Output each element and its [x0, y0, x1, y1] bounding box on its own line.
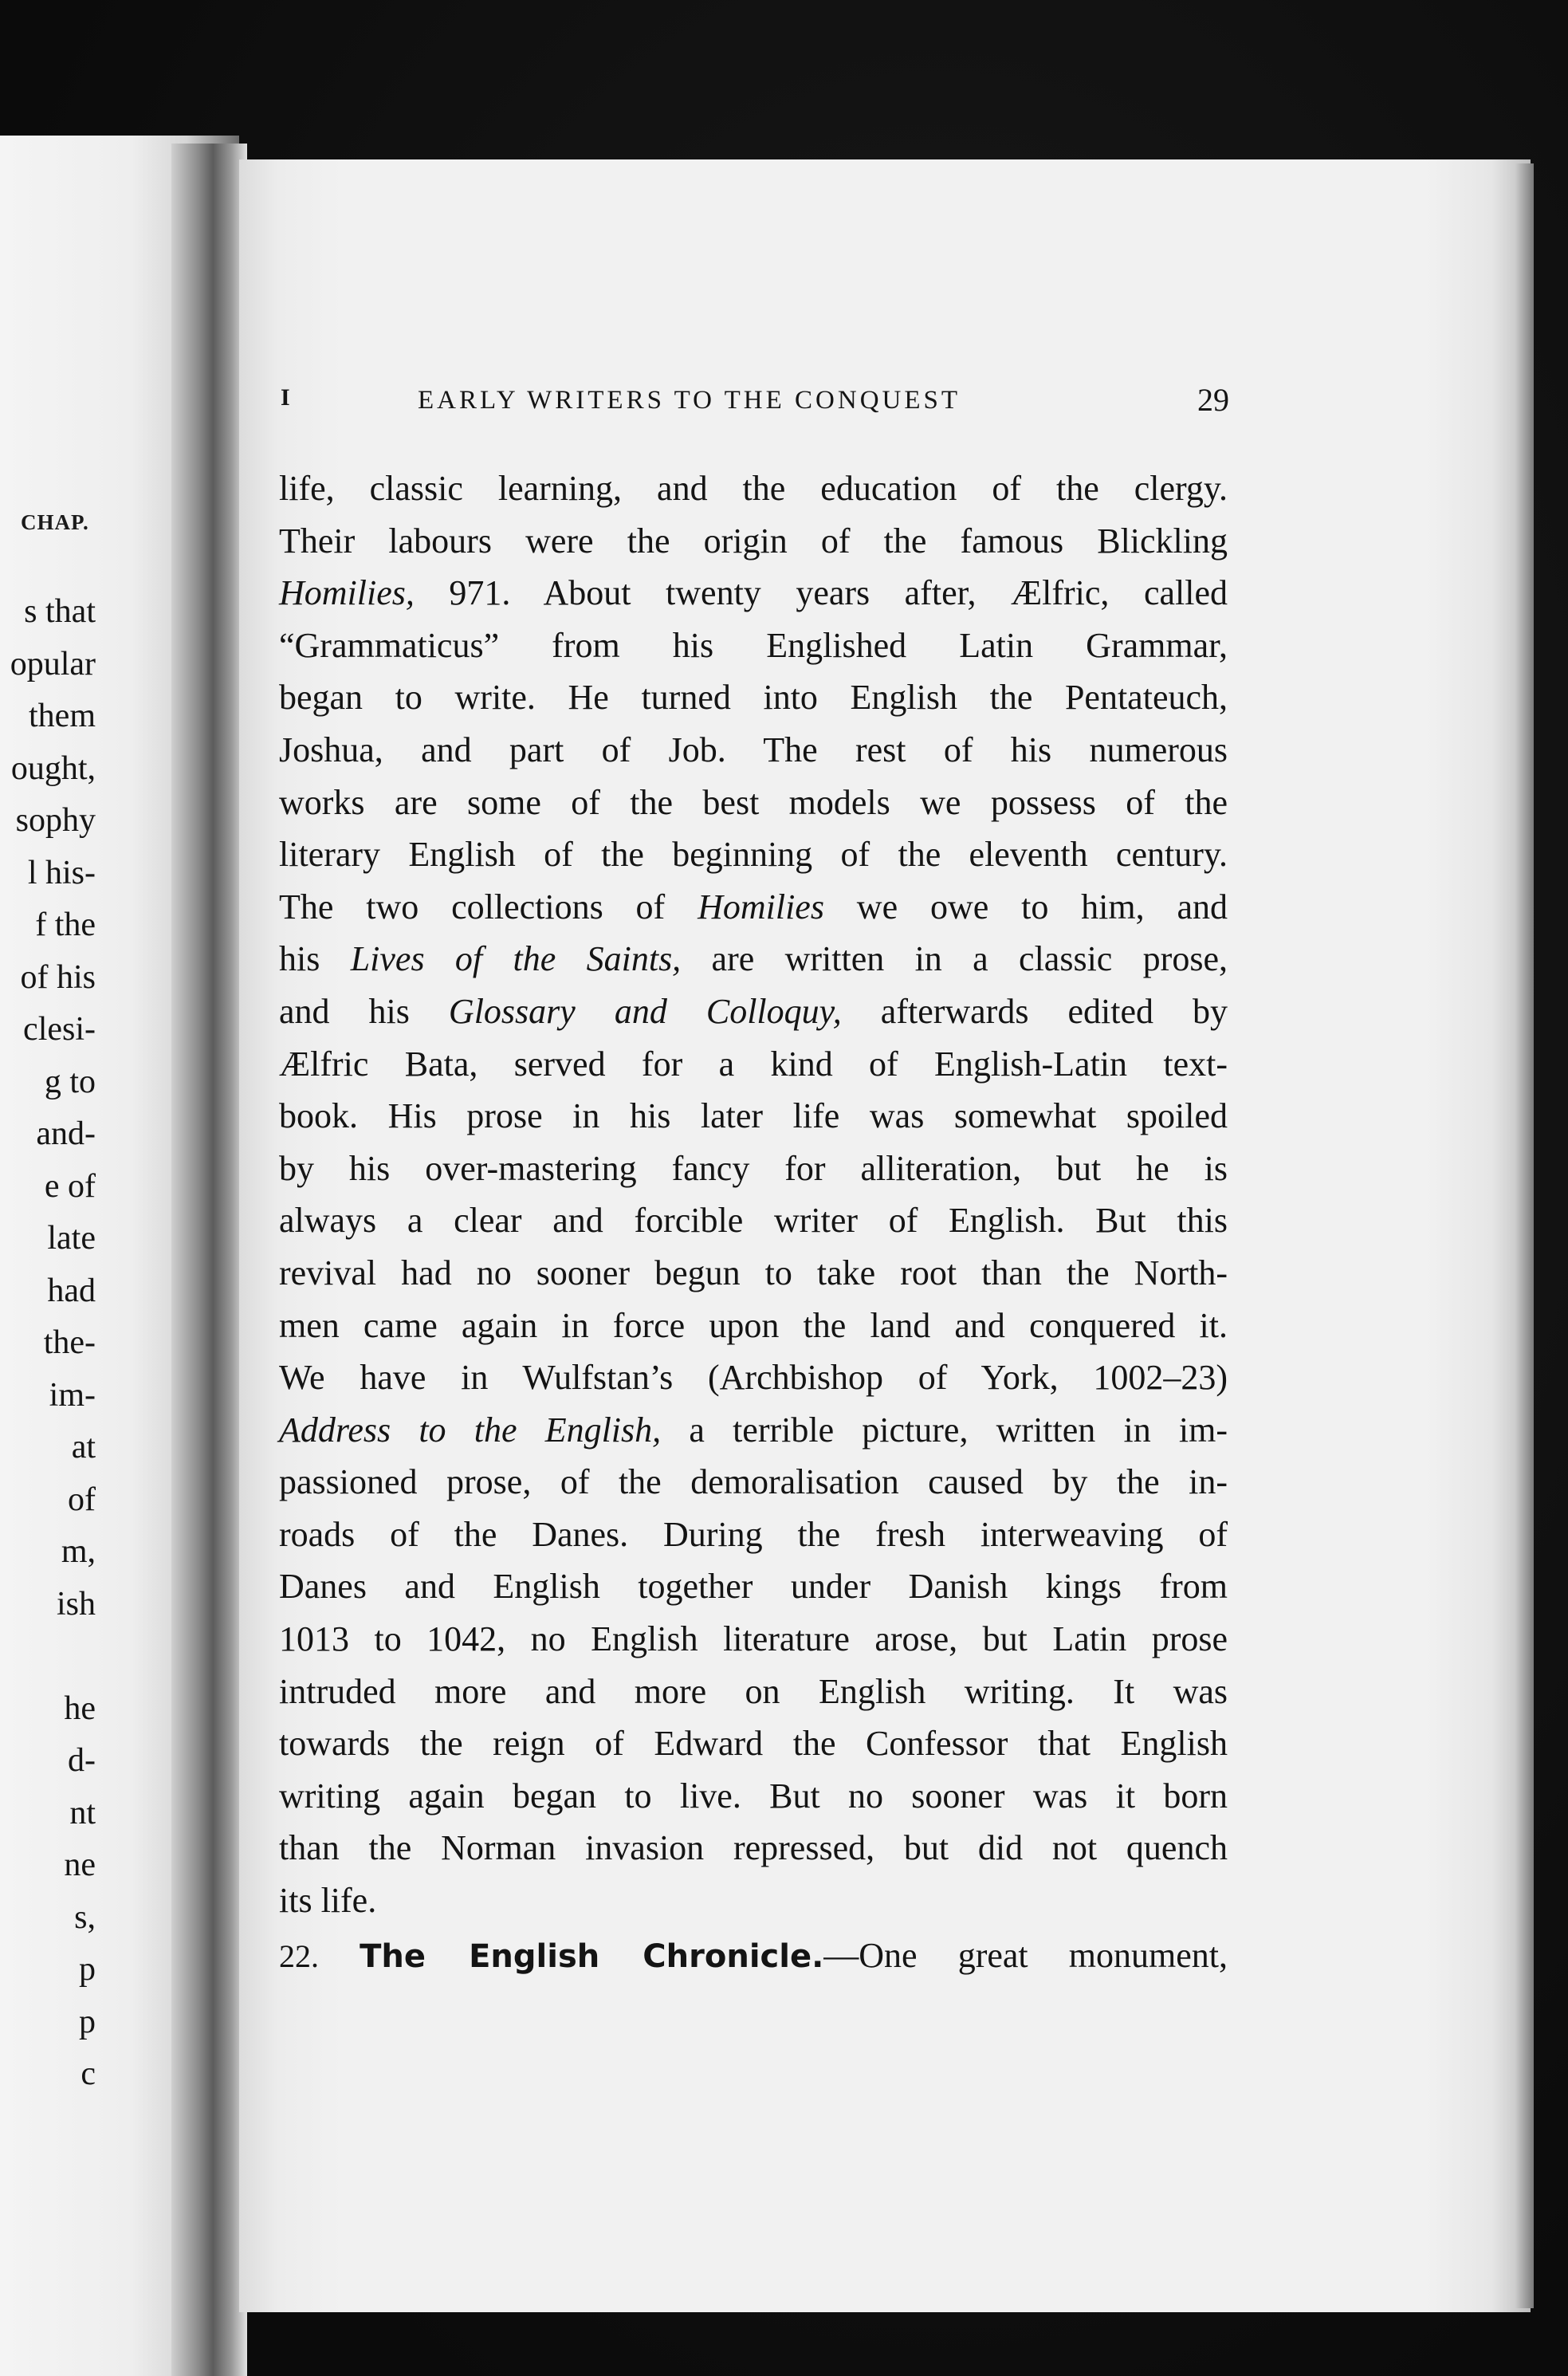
text-line: Homilies, 971. About twenty years after, Ælfric, called	[279, 573, 1228, 613]
left-line: s that	[24, 593, 96, 630]
text-line: We have in Wulfstan’s (Archbishop of York, 1002–23)	[279, 1358, 1228, 1398]
italic-title: Glossary and Colloquy,	[448, 991, 842, 1031]
left-page-text-fragments	[10, 586, 96, 2101]
text-line: towards the reign of Edward the Confessor that English	[279, 1724, 1228, 1764]
section-number: 22.	[279, 1938, 319, 1974]
italic-title: Homilies	[698, 887, 824, 926]
left-line: the-	[43, 1324, 96, 1361]
text-line: and his Glossary and Colloquy, afterwards edited by	[279, 991, 1228, 1031]
left-line: of	[68, 1481, 96, 1518]
text-line: Address to the English, a terrible picture, written in im-	[279, 1410, 1228, 1450]
text-line: his Lives of the Saints, are written in a classic prose,	[279, 939, 1228, 979]
left-line: m,	[61, 1533, 96, 1570]
left-line: he	[64, 1690, 96, 1727]
left-line: s,	[74, 1898, 96, 1936]
left-line: them	[29, 698, 96, 734]
running-head	[281, 381, 1229, 429]
page-edge-shadow	[1515, 163, 1534, 2308]
text-line: intruded more and more on English writing. It was	[279, 1671, 1228, 1711]
left-line: c	[81, 2055, 96, 2092]
italic-title: Homilies,	[279, 573, 415, 613]
italic-title: Address to the English,	[279, 1410, 662, 1450]
text-line: revival had no sooner begun to take root than the North-	[279, 1253, 1228, 1292]
text-line: works are some of the best models we possess of the	[279, 782, 1228, 822]
left-line: d-	[68, 1742, 96, 1779]
text-line: always a clear and forcible writer of English. But this	[279, 1201, 1228, 1241]
left-line: clesi-	[23, 1011, 96, 1048]
left-line: im-	[49, 1376, 96, 1414]
left-line: p	[79, 1951, 96, 1988]
text-line: 1013 to 1042, no English literature arose, but Latin prose	[279, 1619, 1228, 1659]
text-line: The two collections of Homilies we owe to him, and	[279, 887, 1228, 926]
page-number: 29	[1197, 382, 1229, 418]
text-line: passioned prose, of the demoralisation caused by the in-	[279, 1462, 1228, 1502]
left-line: sophy	[15, 802, 96, 839]
left-line: had	[47, 1272, 96, 1309]
left-line: at	[71, 1429, 96, 1465]
text-line: book. His prose in his later life was somewhat spoiled	[279, 1096, 1228, 1136]
left-line: f the	[35, 907, 96, 943]
text-line: Ælfric Bata, served for a kind of English-Latin text-	[279, 1044, 1228, 1084]
left-line: late	[47, 1220, 96, 1257]
text-line: men came again in force upon the land and conquered it.	[279, 1305, 1228, 1345]
text-line: writing again began to live. But no sooner was it born	[279, 1776, 1228, 1815]
section-22-start	[279, 1930, 1228, 1982]
text-line: roads of the Danes. During the fresh interweaving of	[279, 1514, 1228, 1554]
left-line: p	[79, 2003, 96, 2040]
text-line: “Grammaticus” from his Englished Latin Grammar,	[279, 625, 1228, 665]
left-line	[10, 1631, 96, 1683]
section-heading: The English Chronicle.	[360, 1938, 824, 1975]
book-spine-gutter	[171, 144, 247, 2376]
left-line: l his-	[27, 854, 96, 891]
left-line: ne	[64, 1847, 96, 1883]
italic-title: Lives of the Saints,	[350, 939, 682, 979]
left-line: ought,	[10, 749, 96, 787]
running-head-title: EARLY WRITERS TO THE CONQUEST	[418, 386, 961, 415]
text-line: Danes and English together under Danish kings from	[279, 1567, 1228, 1607]
text-line: its life.	[279, 1881, 377, 1921]
left-line: g to	[44, 1063, 96, 1100]
text-line: by his over-mastering fancy for alliteration, but he is	[279, 1148, 1228, 1188]
text-line: Joshua, and part of Job. The rest of his numerous	[279, 730, 1228, 769]
text-line: life, classic learning, and the education of the clergy.	[279, 469, 1228, 508]
em-dash: —	[823, 1936, 859, 1975]
text-line: began to write. He turned into English the Pentateuch,	[279, 678, 1228, 718]
running-head-chapter: I	[281, 384, 290, 411]
body-text	[279, 462, 1228, 1927]
left-page-chap-label: CHAP.	[21, 510, 89, 534]
left-line: opular	[10, 645, 96, 683]
section-text: One great monument,	[859, 1936, 1228, 1975]
left-line: and-	[36, 1115, 96, 1152]
left-line: nt	[69, 1794, 96, 1831]
left-line: e of	[44, 1167, 96, 1205]
text-line: Their labours were the origin of the famous Blickling	[279, 521, 1228, 561]
text-line: than the Norman invasion repressed, but did not quench	[279, 1828, 1228, 1868]
left-line: ish	[56, 1585, 96, 1623]
left-line: of his	[20, 958, 96, 996]
text-line: literary English of the beginning of the eleventh century.	[279, 835, 1228, 875]
